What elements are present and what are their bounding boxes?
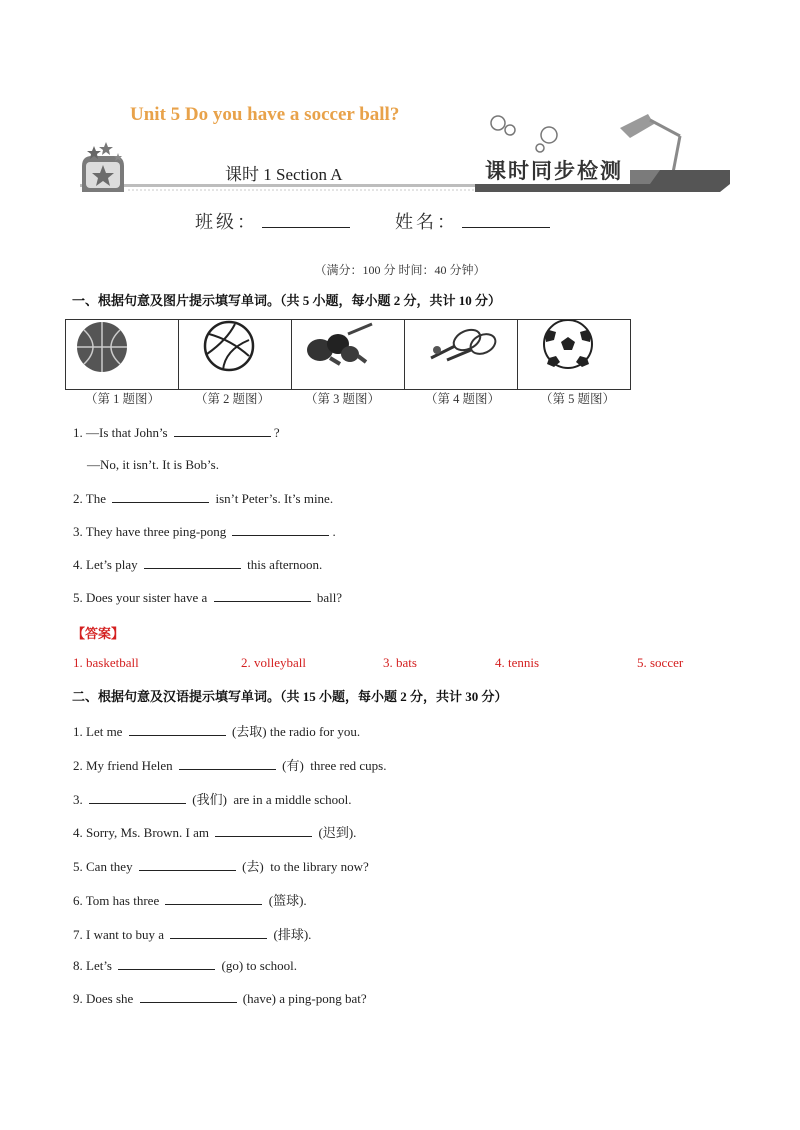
answer-blank[interactable] — [174, 424, 271, 437]
answer-blank[interactable] — [179, 757, 276, 770]
answer-blank[interactable] — [118, 957, 215, 970]
answer-blank[interactable] — [170, 926, 267, 939]
answer-3: 3. bats — [383, 655, 417, 670]
section-1-heading: 一、根据句意及图片提示填写单词。（共 5 小题，每小题 2 分，共计 10 分） — [72, 293, 502, 308]
s2-question-8: 8. Let’s (go) to school. — [73, 958, 297, 973]
answer-2: 2. volleyball — [241, 655, 306, 670]
answer-5: 5. soccer — [637, 655, 684, 670]
exam-meta: （满分：100 分 时间：40 分钟） — [314, 263, 486, 277]
answer-blank[interactable] — [139, 858, 236, 871]
caption-1: （第 1 题图） — [85, 392, 161, 406]
answer-blank[interactable] — [140, 990, 237, 1003]
s1-question-3: 3. They have three ping-pong . — [73, 524, 336, 539]
picture-cell-5 — [518, 320, 631, 390]
s1-question-5: 5. Does your sister have a ball? — [73, 590, 343, 605]
caption-2: （第 2 题图） — [195, 392, 271, 406]
caption-4: （第 4 题图） — [425, 392, 501, 406]
s2-question-9: 9. Does she (have) a ping-pong bat? — [73, 991, 367, 1006]
s1-question-4: 4. Let’s play this afternoon. — [73, 557, 323, 572]
answer-blank[interactable] — [112, 490, 209, 503]
class-label: 班级： — [195, 212, 258, 232]
section-2-heading: 二、根据句意及汉语提示填写单词。（共 15 小题，每小题 2 分，共计 30 分） — [72, 689, 508, 704]
picture-cell-4 — [405, 320, 518, 390]
name-blank[interactable] — [462, 211, 550, 228]
answer-blank[interactable] — [144, 556, 241, 569]
s1-question-1: 1. —Is that John’s ? — [73, 425, 280, 440]
answer-blank[interactable] — [232, 523, 329, 536]
class-field[interactable] — [195, 208, 350, 234]
answer-4: 4. tennis — [495, 655, 540, 670]
s2-question-3: 3. (我们) are in a middle school. — [73, 792, 352, 807]
s2-question-2: 2. My friend Helen (有) three red cups. — [73, 758, 387, 773]
name-label: 姓名： — [395, 212, 458, 232]
answer-blank[interactable] — [165, 892, 262, 905]
s2-question-1: 1. Let me (去取) the radio for you. — [73, 724, 361, 739]
picture-cell-3 — [292, 320, 405, 390]
picture-table — [65, 319, 631, 390]
s2-question-7: 7. I want to buy a (排球). — [73, 927, 312, 942]
lesson-subtitle: 课时 1 Section A — [225, 165, 343, 184]
answer-blank[interactable] — [89, 791, 186, 804]
picture-cell-1 — [66, 320, 179, 390]
answer-1: 1. basketball — [73, 655, 139, 670]
volleyball-icon — [179, 320, 291, 384]
answer-blank[interactable] — [214, 589, 311, 602]
caption-5: （第 5 题图） — [540, 392, 616, 406]
s2-question-4: 4. Sorry, Ms. Brown. I am (迟到). — [73, 825, 357, 840]
answer-label: 【答案】 — [72, 626, 125, 641]
answer-blank[interactable] — [215, 824, 312, 837]
picture-cell-2 — [179, 320, 292, 390]
name-field[interactable] — [395, 208, 550, 234]
answer-blank[interactable] — [129, 723, 226, 736]
s1-question-1-reply: —No, it isn’t. It is Bob’s. — [87, 457, 219, 472]
tennis-rackets-icon — [405, 320, 517, 384]
basketball-icon — [66, 320, 178, 384]
s2-question-6: 6. Tom has three (篮球). — [73, 893, 307, 908]
soccer-ball-icon — [518, 320, 630, 384]
ping-pong-bats-icon — [292, 320, 404, 384]
sync-test-stamp: 课时同步检测 — [485, 159, 623, 183]
s1-question-2: 2. The isn’t Peter’s. It’s mine. — [73, 491, 334, 506]
s2-question-5: 5. Can they (去) to the library now? — [73, 859, 369, 874]
unit-title: Unit 5 Do you have a soccer ball? — [130, 104, 400, 125]
class-blank[interactable] — [262, 211, 350, 228]
caption-3: （第 3 题图） — [305, 392, 381, 406]
